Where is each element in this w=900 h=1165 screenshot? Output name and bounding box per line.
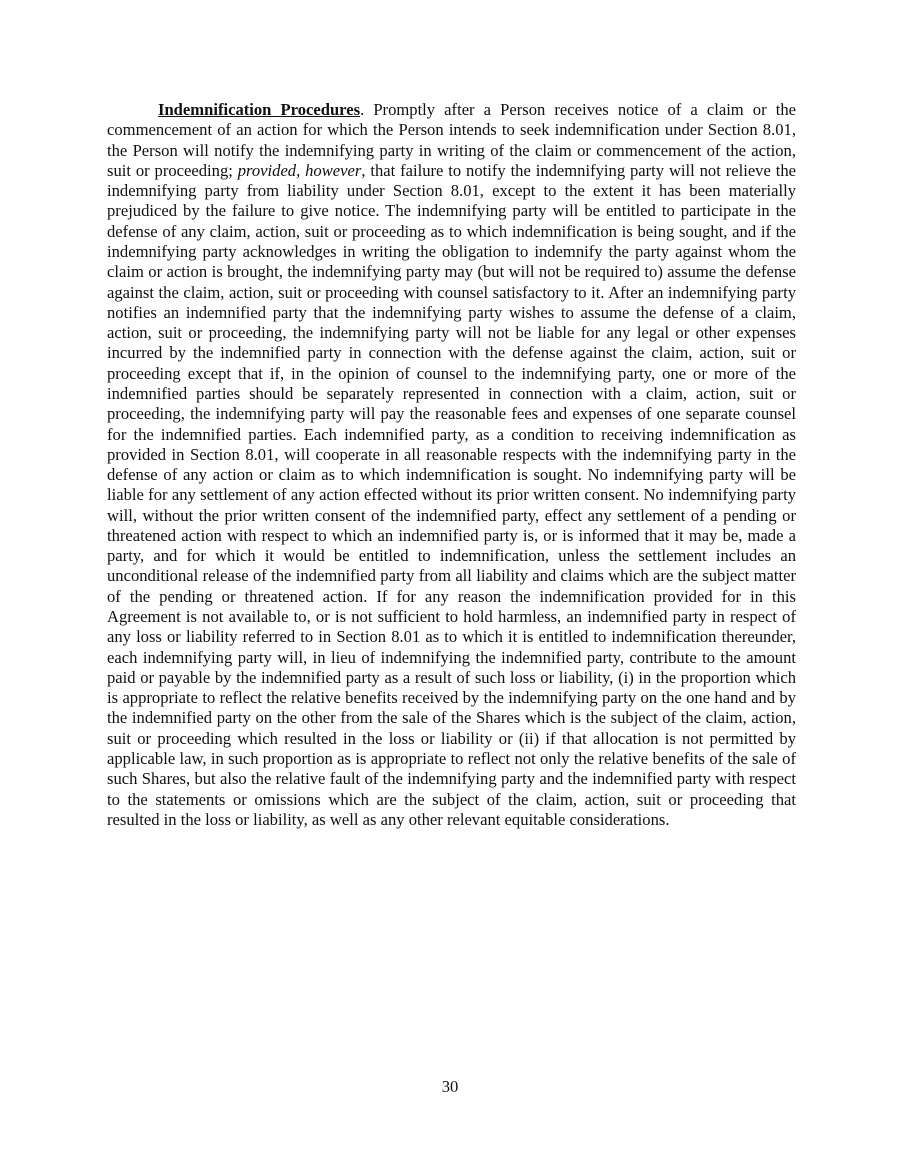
italic-phrase: provided, however [237,160,362,180]
indemnification-procedures-paragraph [107,100,796,830]
page-number: 30 [441,1077,459,1096]
paragraph-text-part-2: , that failure to notify the indemnifying party will not relieve the indemnifying party from liability under Section 8.01, except to the extent it has been materially prejudiced by the failure to give notice. The indemnifying party will be entitled to participate in the defense of any claim, action, suit or proceeding as to which indemnification is being sought, and if the indemnifying party acknowledges in writing the obligation to indemnify the party against whom the claim or action is brought, the indemnifying party may (but will not be required to) assume the defense against the claim, action, suit or proceeding with counsel satisfactory to it. After an indemnifying party notifies an indemnified party that the indemnifying party wishes to assume the defense of a claim, action, suit or proceeding, the indemnifying party will not be liable for any legal or other expenses incurred by the indemnified party in connection with the defense against the claim, action, suit or proceeding except that if, in the opinion of counsel to the indemnifying party, one or more of the indemnified parties should be separately represented in connection with a claim, action, suit or proceeding, the indemnifying party will pay the reasonable fees and expenses of one separate counsel for the indemnified parties. Each indemnified party, as a condition to receiving indemnification as provided in Section 8.01, will cooperate in all reasonable respects with the indemnifying party in the defense of any action or claim as to which indemnification is sought. No indemnifying party will be liable for any settlement of any action effected without its prior written consent. No indemnifying party will, without the prior written consent of the indemnified party, effect any settlement of a pending or threatened action with respect to which an indemnified party is, or is informed that it may be, made a party, and for which it would be entitled to indemnification, unless the settlement includes an unconditional release of the indemnified party from all liability and claims which are the subject matter of the pending or threatened action. If for any reason the indemnification provided for in this Agreement is not available to, or is not sufficient to hold harmless, an indemnified party in respect of any loss or liability referred to in Section 8.01 as to which it is entitled to indemnification thereunder, each indemnifying party will, in lieu of indemnifying the indemnified party, contribute to the amount paid or payable by the indemnified party as a result of such loss or liability, (i) in the proportion which is appropriate to reflect the relative benefits received by the indemnifying party on the one hand and by the indemnified party on the other from the sale of the Shares which is the subject of the claim, action, suit or proceeding which resulted in the loss or liability or (ii) if that allocation is not permitted by applicable law, in such proportion as is appropriate to reflect not only the relative benefits of the sale of such Shares, but also the relative fault of the indemnifying party and the indemnified party with respect to the statements or omissions which are the subject of the claim, action, suit or proceeding that resulted in the loss or liability, as well as any other relevant equitable considerations. [107,160,796,829]
section-heading: Indemnification Procedures [158,100,361,119]
paragraph-text-part-1: . Promptly after a Person receives notice of a claim or the commencement of an action for which the Person intends to seek indemnification under Section 8.01, the Person will notify the indemnifying party in writing of the claim or commencement of the action, suit or proceeding; [107,100,796,180]
